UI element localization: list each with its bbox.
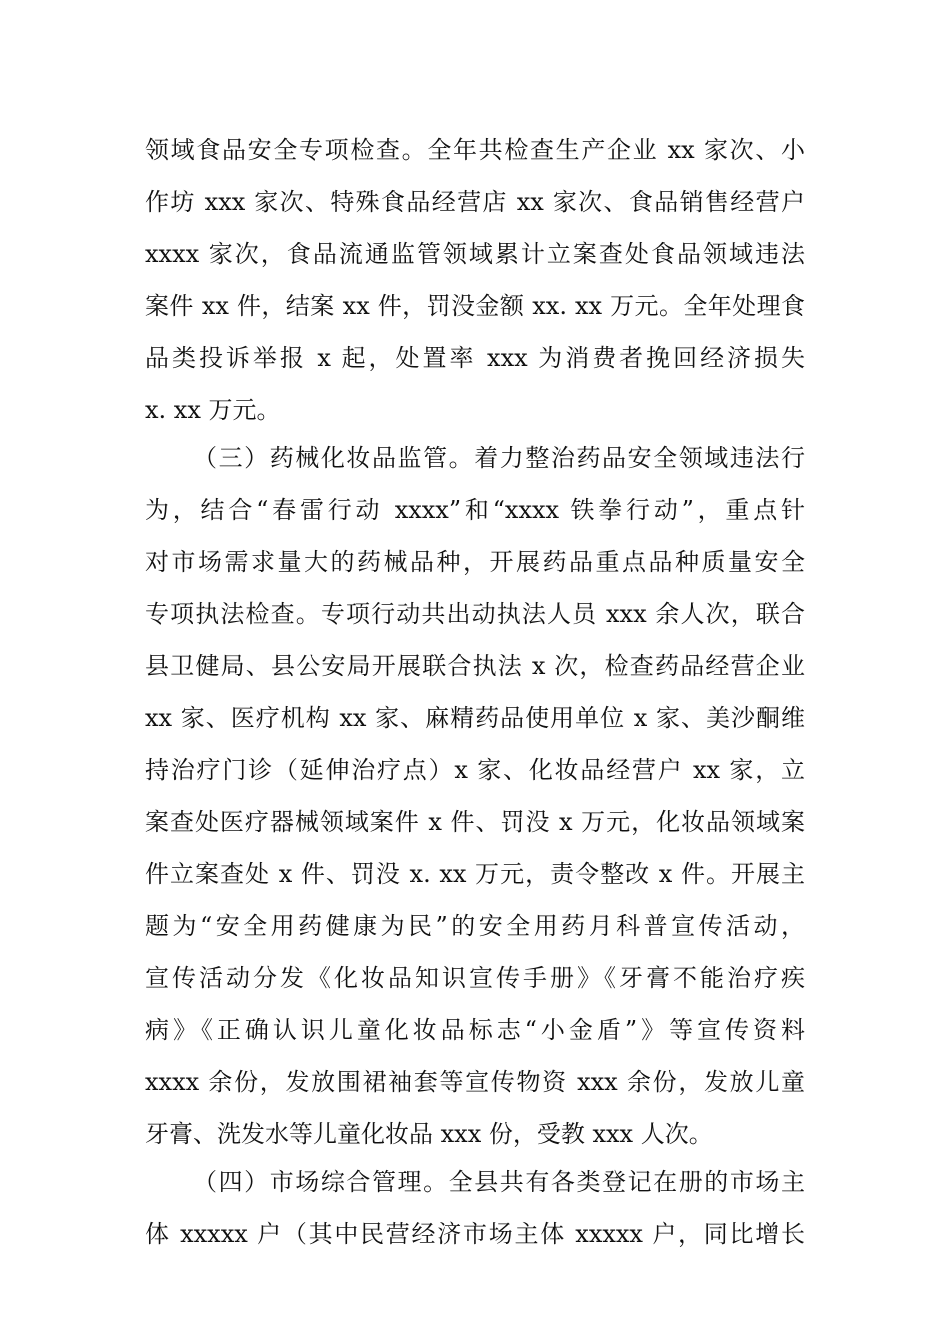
text-line: 持治疗门诊（延伸治疗点）x 家、化妆品经营户 xx 家，立 xyxy=(145,756,805,784)
text-line: 对市场需求量大的药械品种，开展药品重点品种质量安全 xyxy=(145,548,805,576)
section-heading-line: （三）药械化妆品监管。着力整治药品安全领域违法行 xyxy=(193,444,805,472)
text-line: 牙膏、洗发水等儿童化妆品 xxx 份，受教 xxx 人次。 xyxy=(145,1120,713,1148)
text-line: 案查处医疗器械领域案件 x 件、罚没 x 万元，化妆品领域案 xyxy=(145,808,805,836)
text-line: 件立案查处 x 件、罚没 x. xx 万元，责令整改 x 件。开展主 xyxy=(145,860,805,888)
text-line: 作坊 xxx 家次、特殊食品经营店 xx 家次、食品销售经营户 xyxy=(145,188,805,216)
text-line: x. xx 万元。 xyxy=(145,396,281,424)
text-line: xx 家、医疗机构 xx 家、麻精药品使用单位 x 家、美沙酮维 xyxy=(145,704,805,732)
text-line: 宣传活动分发《化妆品知识宣传手册》《牙膏不能治疗疾 xyxy=(145,964,805,992)
text-line: 病》《正确认识儿童化妆品标志“小金盾”》等宣传资料 xyxy=(145,1016,805,1044)
text-line: 体 xxxxx 户（其中民营经济市场主体 xxxxx 户，同比增长 xyxy=(145,1220,805,1248)
text-line: 专项执法检查。专项行动共出动执法人员 xxx 余人次，联合 xyxy=(145,600,805,628)
text-line: 领域食品安全专项检查。全年共检查生产企业 xx 家次、小 xyxy=(145,136,805,164)
text-line: xxxx 余份，发放围裙袖套等宣传物资 xxx 余份，发放儿童 xyxy=(145,1068,805,1096)
section-heading-line: （四）市场综合管理。全县共有各类登记在册的市场主 xyxy=(193,1168,805,1196)
text-line: xxxx 家次，食品流通监管领域累计立案查处食品领域违法 xyxy=(145,240,805,268)
text-line: 县卫健局、县公安局开展联合执法 x 次，检查药品经营企业 xyxy=(145,652,805,680)
text-line: 品类投诉举报 x 起，处置率 xxx 为消费者挽回经济损失 xyxy=(145,344,805,372)
text-line: 题为“安全用药健康为民”的安全用药月科普宣传活动， xyxy=(145,912,805,940)
text-line: 案件 xx 件，结案 xx 件，罚没金额 xx. xx 万元。全年处理食 xyxy=(145,292,805,320)
text-line: 为，结合“春雷行动 xxxx”和“xxxx 铁拳行动”，重点针 xyxy=(145,496,805,524)
